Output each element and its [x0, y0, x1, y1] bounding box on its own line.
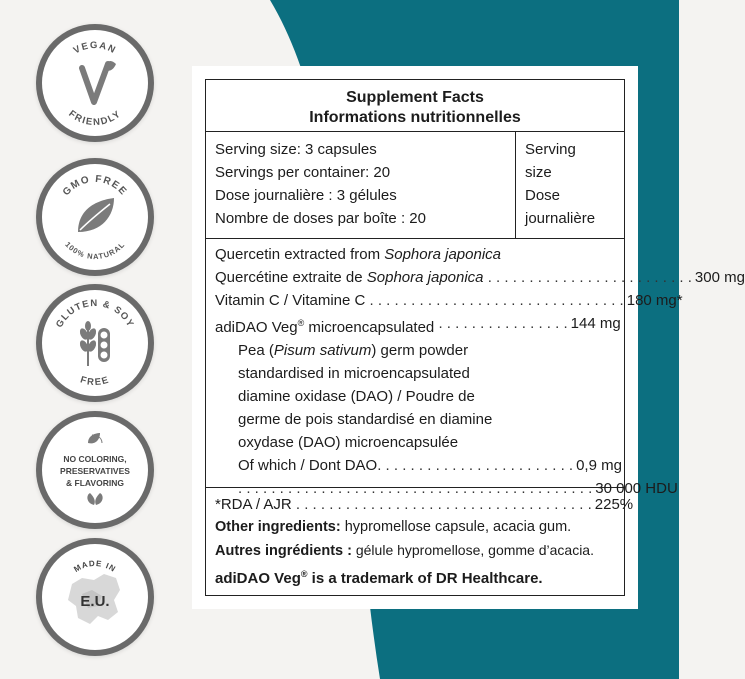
- svg-text:GMO FREE: [61, 174, 129, 198]
- rda-name: *RDA / AJR: [215, 496, 292, 513]
- trademark-reg-mark: ®: [300, 569, 308, 579]
- quercetin-en-species: Sophora japonica: [384, 246, 501, 263]
- trademark-brand: adiDAO Veg: [215, 570, 301, 587]
- pea-suffix: ) germ powder: [371, 342, 469, 359]
- vegan-friendly-badge: [42, 30, 148, 136]
- leader-dots: . . . . . . . . . . . . . . . . . . . . . . . . . . . . . . .: [365, 292, 624, 309]
- wheat-icon: [78, 321, 110, 366]
- dao-hdu-row: [215, 477, 678, 500]
- badge-bottom-text: FREE: [78, 374, 112, 389]
- badge-top-text: MADE IN: [72, 558, 118, 575]
- trademark-line: [215, 563, 624, 590]
- svg-text:MADE IN: [72, 559, 117, 574]
- badge-center-text: E.U.: [80, 593, 110, 610]
- dao-row: [215, 454, 624, 477]
- footer-section: [206, 488, 634, 590]
- badge-line: & FLAVORING: [66, 478, 124, 488]
- badge-bottom-text: 100% NATURAL: [63, 239, 127, 262]
- column-header-line: size: [525, 164, 552, 181]
- pea-line: [215, 339, 624, 362]
- column-header-line: journalière: [525, 210, 596, 227]
- leader-dots: . . . . . . . . . . . . . . . . . . . . . . . . . . . . . . . . . . . .: [291, 496, 592, 513]
- pea-description-line: germe de pois standardisé en diamine: [238, 411, 493, 428]
- quercetin-row: [215, 266, 745, 289]
- svg-text:100% NATURAL: [63, 240, 126, 261]
- serving-line: Serving size: 3 capsules: [215, 141, 377, 158]
- badge-line: PRESERVATIVES: [60, 466, 130, 476]
- autres-ingredients-line: [215, 539, 624, 563]
- quercetin-en-line: [215, 243, 624, 266]
- pea-description-line: oxydase (DAO) microencapsulée: [238, 434, 459, 451]
- column-header-line: Serving: [525, 141, 576, 158]
- badge-top-text: GLUTEN & SOY: [53, 297, 137, 330]
- column-header-line: Dose: [525, 187, 561, 204]
- badge-bottom-text: FRIENDLY: [66, 108, 124, 129]
- vegan-v-icon: [82, 61, 116, 102]
- quercetin-fr-species: Sophora japonica: [366, 269, 484, 286]
- autres-ingredients-label: Autres ingrédients :: [215, 543, 352, 559]
- quercetin-fr-text: Quercétine extraite de: [215, 269, 367, 286]
- facts-title: [206, 80, 624, 132]
- autres-ingredients-text: gélule hypromellose, gomme d’acacia.: [351, 542, 594, 558]
- gmo-free-badge: [42, 164, 148, 270]
- leader-dots: . . . . . . . . . . . . . . . . . . . . . . . . .: [483, 269, 692, 286]
- leader-dots: . . . . . . . . . . . . . . . .: [434, 315, 568, 332]
- vitamin-c-amount: 180 mg*: [626, 292, 683, 309]
- nutrient-section: [206, 239, 745, 497]
- vitamin-c-row: [215, 289, 683, 312]
- made-in-eu-badge: [42, 544, 148, 650]
- vitamin-c-name: Vitamin C / Vitamine C: [215, 292, 366, 309]
- serving-column-header: [516, 132, 595, 238]
- badge-line: NO COLORING,: [63, 454, 127, 464]
- quercetin-en-text: Quercetin extracted from: [215, 246, 385, 263]
- serving-line: Dose journalière : 3 gélules: [215, 187, 397, 204]
- badge-top-text: GMO FREE: [60, 173, 130, 199]
- badge-top-text: VEGAN: [71, 39, 119, 57]
- dao-amount: 0,9 mg: [576, 457, 622, 474]
- leader-dots: . . . . . . . . . . . . . . . . . . . . . . . . . . . . . . . . . . . . . . . . . . .: [238, 480, 593, 497]
- pea-description-line: diamine oxidase (DAO) / Poudre de: [238, 388, 475, 405]
- rda-amount: 225%: [594, 496, 634, 513]
- leaves-bottom-icon: [87, 493, 102, 505]
- pea-prefix: Pea (: [238, 342, 274, 359]
- other-ingredients-text: hypromellose capsule, acacia gum.: [340, 519, 572, 535]
- adidao-suffix: microencapsulated: [304, 319, 435, 336]
- serving-line: Servings per container: 20: [215, 164, 391, 181]
- pea-species: Pisum sativum: [273, 342, 372, 359]
- svg-text:GLUTEN & SOY: [54, 298, 136, 330]
- trademark-text: is a trademark of DR Healthcare.: [307, 570, 543, 587]
- dao-name: Of which / Dont DAO: [238, 457, 378, 474]
- pea-description-line: standardised in microencapsulated: [238, 365, 470, 382]
- other-ingredients-line: [215, 516, 624, 539]
- leader-dots: . . . . . . . . . . . . . . . . . . . . . . . .: [377, 457, 574, 474]
- dao-hdu-amount: 30 000 HDU: [595, 480, 678, 497]
- leaf-icon: [78, 198, 114, 232]
- facts-title-fr: Informations nutritionnelles: [309, 109, 521, 126]
- adidao-row: [215, 312, 624, 339]
- svg-text:FRIENDLY: [66, 108, 123, 128]
- serving-section: [206, 132, 624, 239]
- supplement-facts-table: [205, 79, 745, 596]
- quercetin-amount: 300 mg: [694, 269, 745, 286]
- adidao-amount: 144 mg: [570, 315, 621, 332]
- adidao-name: adiDAO Veg: [215, 319, 298, 336]
- gluten-soy-free-badge: [42, 290, 148, 396]
- serving-info: [206, 132, 516, 238]
- facts-title-en: Supplement Facts: [346, 89, 484, 106]
- svg-text:FREE: [79, 374, 111, 388]
- registered-mark: ®: [297, 318, 305, 328]
- serving-line: Nombre de doses par boîte : 20: [215, 210, 426, 227]
- no-coloring-badge: [42, 417, 148, 523]
- svg-text:VEGAN: [72, 40, 119, 56]
- leaves-icon: [88, 433, 102, 443]
- other-ingredients-label: Other ingredients:: [215, 519, 341, 535]
